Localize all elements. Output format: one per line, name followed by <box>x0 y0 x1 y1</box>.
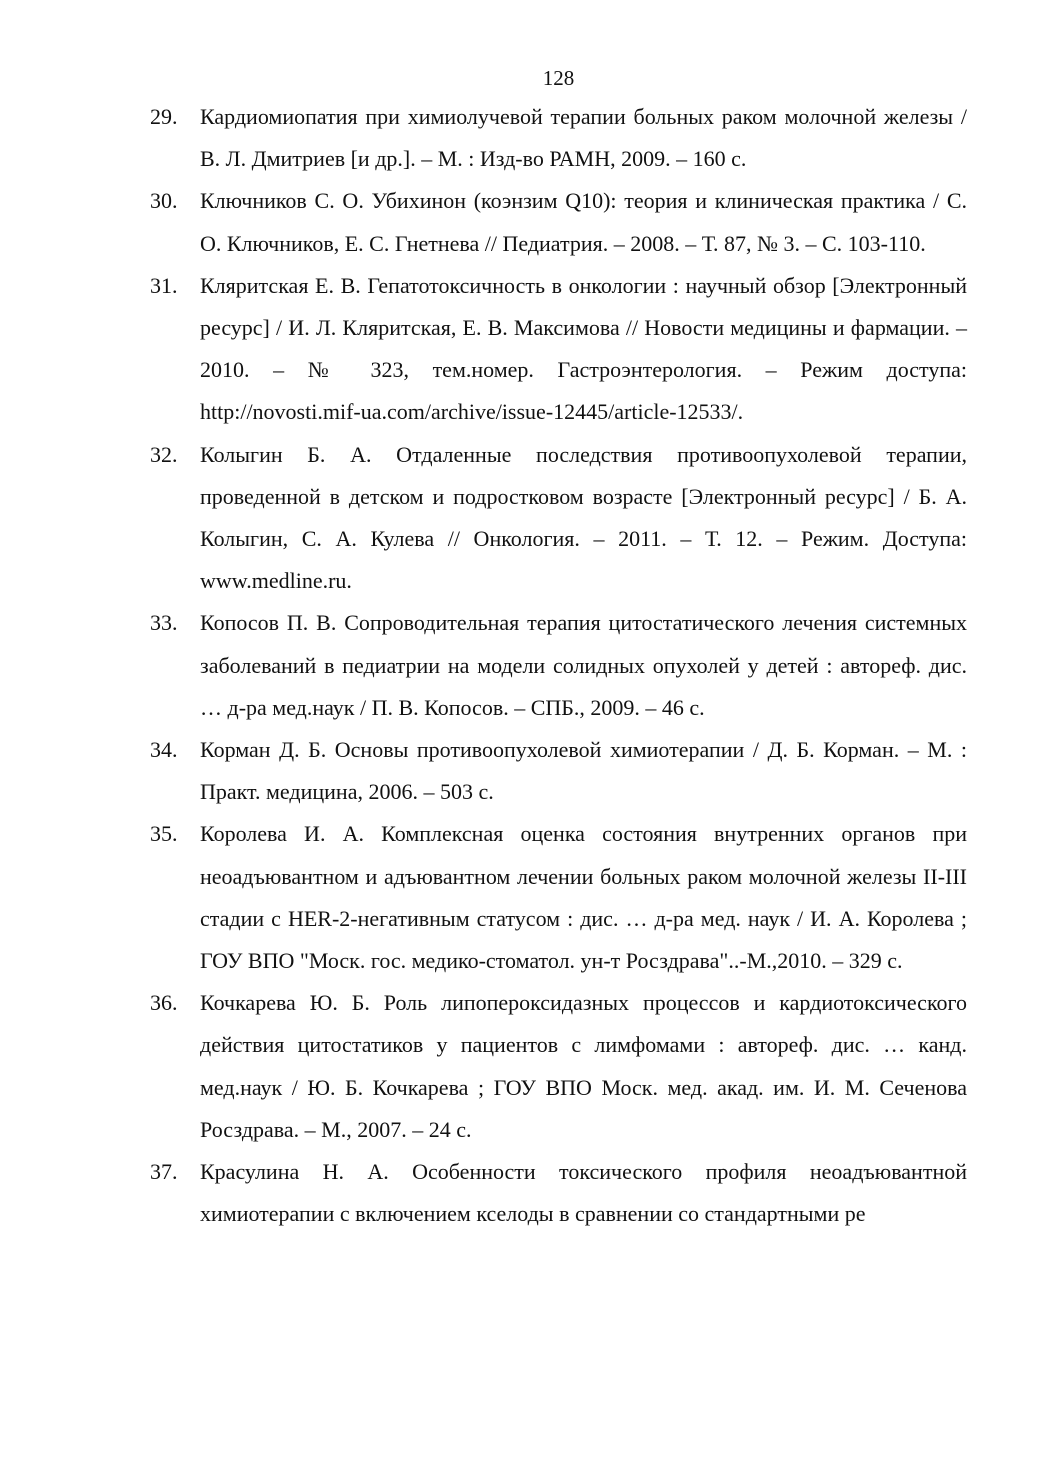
page-number: 128 <box>542 66 575 90</box>
reference-text: Королева И. А. Комплексная оценка состояния внутренних органов при неоадъювантном и адъювантном лечении больных раком молочной железы II-III стадии с HER-2-негативным статусом : дис. … д-ра мед. наук / И. А. Королева ; ГОУ ВПО "Моск. гос. медико-стоматол. ун-т Росздрава"..-М.,2010. – 329 с. <box>200 821 967 974</box>
reference-number: 30. <box>150 188 178 214</box>
reference-number: 33. <box>150 610 178 636</box>
reference-item-29 <box>150 96 967 180</box>
reference-text: Колыгин Б. А. Отдаленные последствия противоопухолевой терапии, проведенной в детском и подростковом возрасте [Электронный ресурс] / Б. А. Колыгин, С. А. Кулева // Онкология. – 2011. – Т. 12. – Режим. Доступа: www.medline.ru. <box>200 441 967 594</box>
reference-number: 29. <box>150 104 178 129</box>
reference-list <box>150 96 967 1235</box>
reference-text: Корман Д. Б. Основы противоопухолевой химиотерапии / Д. Б. Корман. – М. : Практ. медицина, 2006. – 503 с. <box>200 737 967 805</box>
reference-item-34 <box>150 729 967 813</box>
reference-number: 32. <box>150 441 178 467</box>
reference-number: 36. <box>150 990 178 1016</box>
reference-text: Красулина Н. А. Особенности токсического профиля неоадъювантной химиотерапии с включением кселоды в сравнении со стандартными ре <box>200 1159 967 1227</box>
reference-text: Ключников С. О. Убихинон (коэнзим Q10): теория и клиническая практика / С. О. Ключников, Е. С. Гнетнева // Педиатрия. – 2008. – Т. 87, № 3. – С. 103-110. <box>200 188 967 256</box>
reference-item-37 <box>150 1151 967 1235</box>
reference-number: 37. <box>150 1159 178 1185</box>
reference-text: Копосов П. В. Сопроводительная терапия цитостатического лечения системных заболеваний в педиатрии на модели солидных опухолей у детей : автореф. дис. … д-ра мед.наук / П. В. Копосов. – СПБ., 2009. – 46 с. <box>200 610 967 720</box>
reference-number: 31. <box>150 272 178 298</box>
reference-item-31 <box>150 265 967 434</box>
reference-item-35 <box>150 813 967 982</box>
reference-item-33 <box>150 602 967 729</box>
reference-text: Кочкарева Ю. Б. Роль липопероксидазных процессов и кардиотоксического действия цитостатиков у пациентов с лимфомами : автореф. дис. … канд. мед.наук / Ю. Б. Кочкарева ; ГОУ ВПО Моск. мед. акад. им. И. М. Сеченова Росздрава. – М., 2007. – 24 с. <box>200 990 967 1142</box>
reference-number: 34. <box>150 737 178 763</box>
reference-number: 35. <box>150 821 178 847</box>
reference-text: Кардиомиопатия при химиолучевой терапии больных раком молочной железы / В. Л. Дмитриев [и др.]. – М. : Изд-во РАМН, 2009. – 160 с. <box>200 104 967 172</box>
reference-item-36 <box>150 982 967 1151</box>
reference-text: Кляритская Е. В. Гепатотоксичность в онкологии : научный обзор [Электронный ресурс] / И. Л. Кляритская, Е. В. Максимова // Новости медицины и фармации. – 2010. – № 323, тем.номер. Гастроэнтерология. – Режим доступа: http://novosti.mif-ua.com/archive/issue-12445/article-12533/. <box>200 272 967 425</box>
reference-item-30 <box>150 180 967 264</box>
reference-item-32 <box>150 434 967 603</box>
